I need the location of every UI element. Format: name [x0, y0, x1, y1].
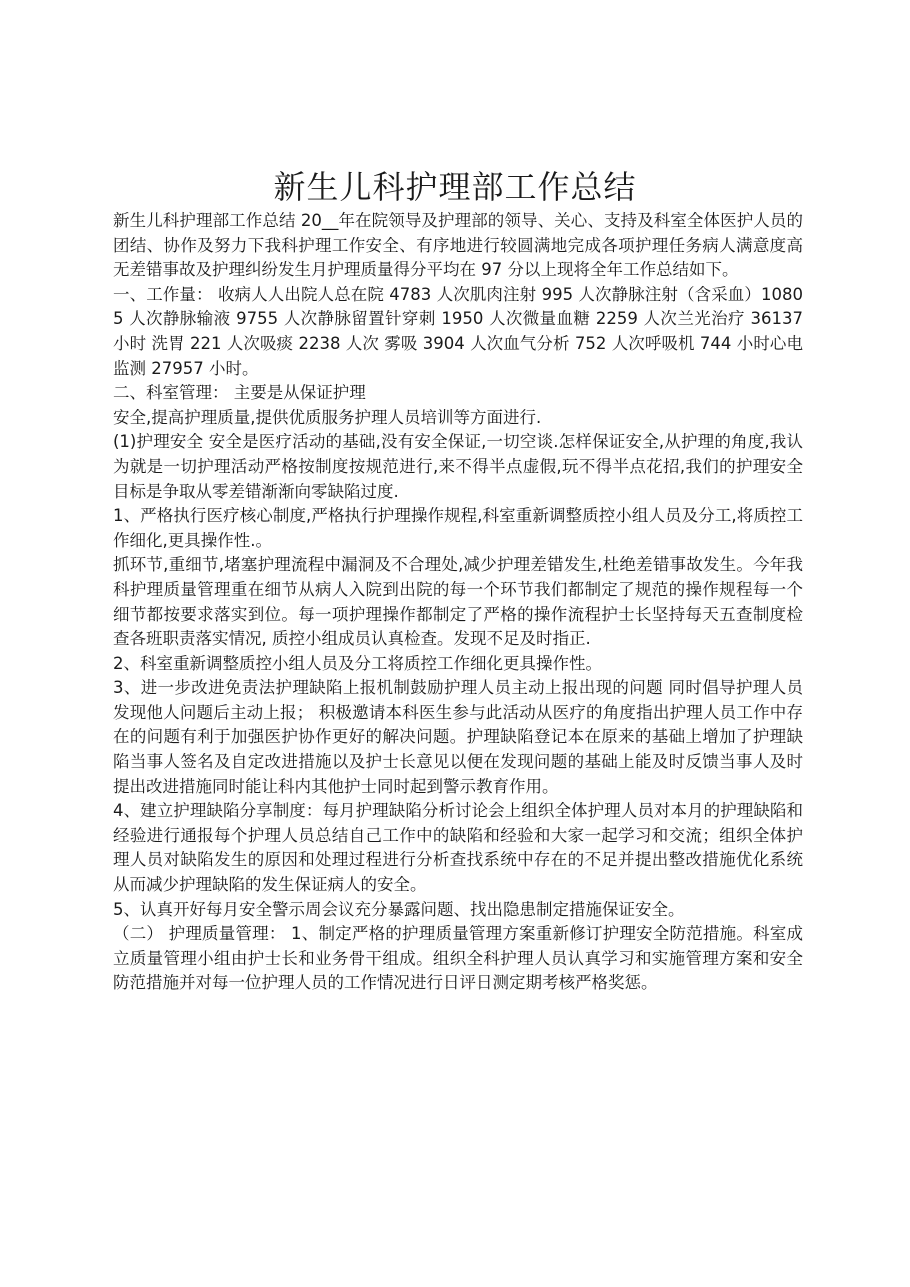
- paragraph-details: 抓环节,重细节,堵塞护理流程中漏洞及不合理处,减少护理差错发生,杜绝差错事故发生。今年我科护理质量管理重在细节从病人入院到出院的每一个环节我们都制定了规范的操作规程每一个细节都按要求落实到位。每一项护理操作都制定了严格的操作流程护士长坚持每天五查制度检查各班职责落实情况, 质控小组成员认真检查。发现不足及时指正.: [113, 555, 803, 649]
- paragraph-management-heading: 二、科室管理： 主要是从保证护理: [113, 383, 366, 403]
- paragraph-workload: 一、工作量： 收病人人出院人总在院 4783 人次肌肉注射 995 人次静脉注射（含采血）10805 人次静脉输液 9755 人次静脉留置针穿刺 1950 人次微量血糖 2259 人次兰光治疗 36137 小时 洗胃 221 人次吸痰 2238 人次 雾吸 3904 人次血气分析 752 人次呼吸机 744 小时心电监测 27957 小时。: [113, 284, 803, 378]
- paragraph-item-4: 4、建立护理缺陷分享制度：每月护理缺陷分析讨论会上组织全体护理人员对本月的护理缺陷和经验进行通报每个护理人员总结自己工作中的缺陷和经验和大家一起学习和交流；组织全体护理人员对缺陷发生的原因和处理过程进行分析查找系统中存在的不足并提出整改措施优化系统从而减少护理缺陷的发生保证病人的安全。: [113, 801, 803, 895]
- paragraph-quality-management: （二） 护理质量管理： 1、制定严格的护理质量管理方案重新修订护理安全防范措施。科室成立质量管理小组由护士长和业务骨干组成。组织全科护理人员认真学习和实施管理方案和安全防范措施并对每一位护理人员的工作情况进行日评日测定期考核严格奖惩。: [113, 924, 803, 993]
- paragraph-item-3: 3、进一步改进免责法护理缺陷上报机制鼓励护理人员主动上报出现的问题 同时倡导护理人员发现他人问题后主动上报； 积极邀请本科医生参与此活动从医疗的角度指出护理人员工作中存在的问题有利于加强医护协作更好的解决问题。护理缺陷登记本在原来的基础上增加了护理缺陷当事人签名及自定改进措施以及护士长意见以便在发现问题的基础上能及时反馈当事人及时提出改进措施同时能让科内其他护士同时起到警示教育作用。: [113, 678, 803, 796]
- paragraph-item-1: 1、严格执行医疗核心制度,严格执行护理操作规程,科室重新调整质控小组人员及分工,将质控工作细化,更具操作性.。: [113, 506, 803, 550]
- paragraph-safety: (1)护理安全 安全是医疗活动的基础,没有安全保证,一切空谈.怎样保证安全,从护理的角度,我认为就是一切护理活动严格按制度按规范进行,来不得半点虚假,玩不得半点花招,我们的护理安全目标是争取从零差错渐渐向零缺陷过度.: [113, 432, 803, 501]
- paragraph-intro: 新生儿科护理部工作总结 20__年在院领导及护理部的领导、关心、支持及科室全体医护人员的团结、协作及努力下我科护理工作安全、有序地进行较圆满地完成各项护理任务病人满意度高无差错事故及护理纠纷发生月护理质量得分平均在 97 分以上现将全年工作总结如下。: [113, 211, 803, 280]
- paragraph-item-2: 2、科室重新调整质控小组人员及分工将质控工作细化更具操作性。: [113, 653, 602, 673]
- paragraph-item-5: 5、认真开好每月安全警示周会议充分暴露问题、找出隐患制定措施保证安全。: [113, 899, 685, 919]
- paragraph-management-scope: 安全,提高护理质量,提供优质服务护理人员培训等方面进行.: [113, 407, 542, 427]
- document-title: 新生儿科护理部工作总结: [273, 168, 637, 206]
- document-body: [113, 209, 803, 996]
